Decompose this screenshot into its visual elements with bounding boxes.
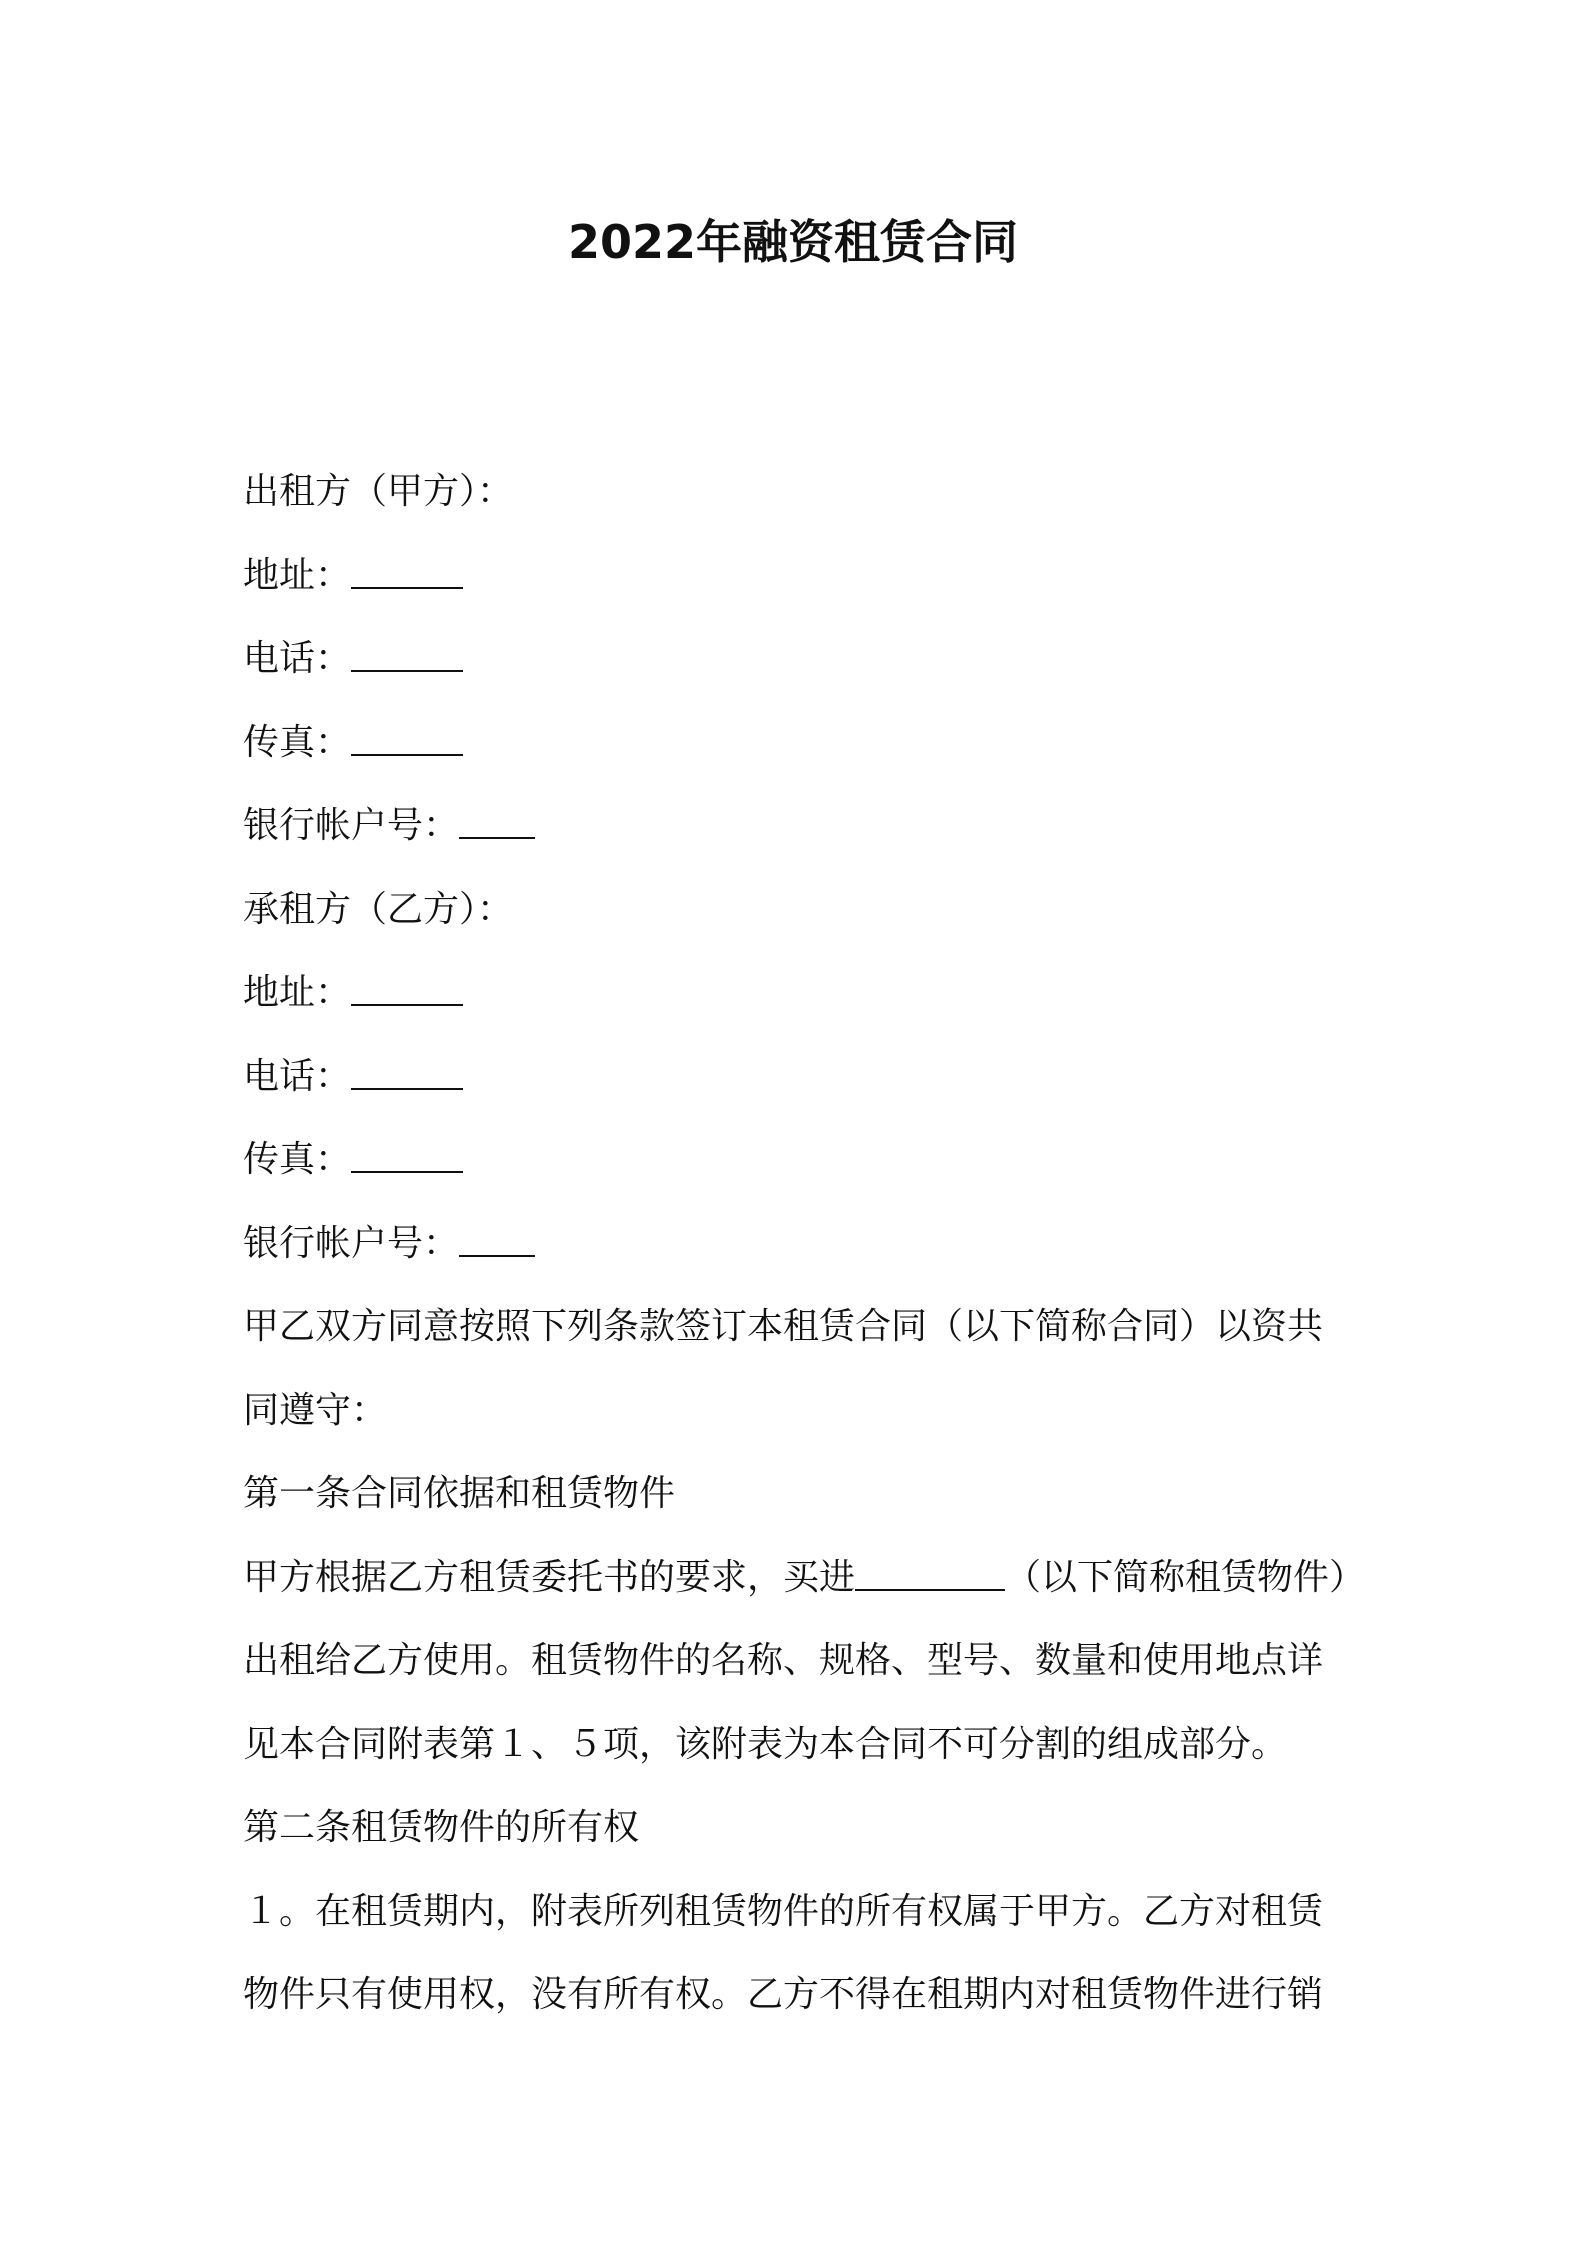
lessee-heading: 承租方（乙方）：	[243, 888, 514, 930]
lessor-address-label: 地址：	[243, 554, 352, 596]
article1-line1-suffix: （以下简称租赁物件）	[1005, 1556, 1366, 1598]
intro-line-1: 甲乙双方同意按照下列条款签订本租赁合同（以下简称合同）以资共	[243, 1306, 1324, 1347]
article2-line-2: 物件只有使用权，没有所有权。乙方不得在租期内对租赁物件进行销	[243, 1974, 1324, 2015]
article1-line-3: 见本合同附表第１、５项，该附表为本合同不可分割的组成部分。	[243, 1723, 1288, 1765]
document-body	[243, 450, 1366, 2037]
lessee-bank-label: 银行帐户号：	[243, 1222, 460, 1264]
lessee-fax-line	[243, 1118, 1353, 1202]
lessee-bank-blank	[459, 1215, 535, 1257]
lessee-phone-line	[243, 1035, 1353, 1119]
lessor-fax-label: 传真：	[243, 721, 352, 763]
lessor-phone-blank	[351, 630, 463, 672]
article1-line-2: 出租给乙方使用。租赁物件的名称、规格、型号、数量和使用地点详	[243, 1640, 1324, 1681]
lessee-address-line	[243, 951, 1353, 1035]
lessee-fax-label: 传真：	[243, 1139, 352, 1180]
article1-heading: 第一条合同依据和租赁物件	[243, 1473, 676, 1514]
lessor-bank-label: 银行帐户号：	[243, 805, 460, 846]
lessor-address-line	[243, 534, 1353, 618]
lessee-phone-blank	[351, 1048, 463, 1090]
article2-line-1: １。在租赁期内，附表所列租赁物件的所有权属于甲方。乙方对租赁	[243, 1890, 1324, 1932]
article2-heading: 第二条租赁物件的所有权	[243, 1807, 640, 1848]
lessor-heading: 出租方（甲方）：	[243, 471, 514, 512]
lessee-fax-blank	[351, 1131, 463, 1173]
lessor-phone-label: 电话：	[243, 638, 352, 679]
lessor-bank-line	[243, 784, 1353, 868]
lessor-address-blank	[351, 547, 463, 589]
leased-item-blank	[855, 1549, 1005, 1591]
lessor-fax-line	[243, 701, 1353, 785]
lessee-phone-label: 电话：	[243, 1055, 352, 1097]
article1-line1-prefix: 甲方根据乙方租赁委托书的要求，买进	[243, 1556, 856, 1598]
lessor-bank-blank	[459, 797, 535, 839]
document-title: 2022年融资租赁合同	[567, 215, 1019, 269]
lessor-fax-blank	[351, 714, 463, 756]
lessor-phone-line	[243, 617, 1353, 701]
lessee-address-blank	[351, 964, 463, 1006]
article1-line-1	[243, 1536, 1366, 1620]
intro-line-2: 同遵守：	[243, 1389, 388, 1431]
lessee-address-label: 地址：	[243, 972, 352, 1013]
lessee-bank-line	[243, 1202, 1353, 1286]
